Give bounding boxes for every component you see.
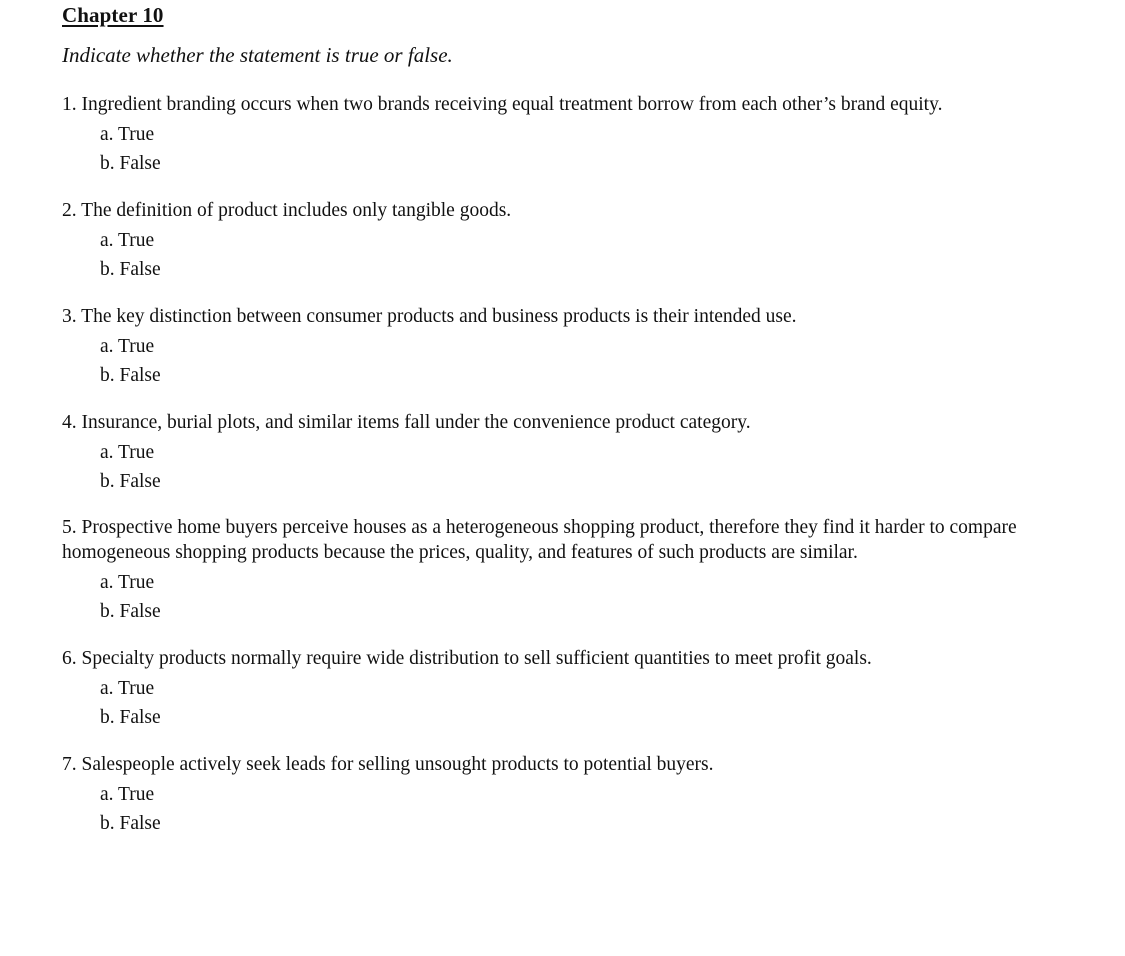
question-statement: Salespeople actively seek leads for selling unsought products to potential buyers. bbox=[81, 754, 714, 775]
question-number: 6. bbox=[62, 648, 77, 669]
question-7 bbox=[62, 752, 1092, 838]
option-true[interactable]: a. True bbox=[100, 336, 155, 357]
question-text bbox=[62, 410, 1092, 435]
question-statement: The key distinction between consumer products and business products is their intended use. bbox=[81, 306, 797, 327]
option-true[interactable]: a. True bbox=[100, 230, 155, 251]
answer-options bbox=[100, 332, 1092, 390]
question-6 bbox=[62, 646, 1092, 732]
option-false[interactable]: b. False bbox=[100, 601, 161, 622]
answer-options bbox=[100, 226, 1092, 284]
option-true[interactable]: a. True bbox=[100, 784, 155, 805]
instructions: Indicate whether the statement is true or false. bbox=[62, 43, 453, 67]
option-false[interactable]: b. False bbox=[100, 471, 161, 492]
question-statement: Ingredient branding occurs when two brands receiving equal treatment borrow from each other’s brand equity. bbox=[81, 94, 943, 115]
question-text bbox=[62, 752, 1092, 777]
question-statement: Specialty products normally require wide distribution to sell sufficient quantities to meet profit goals. bbox=[81, 648, 872, 669]
question-3 bbox=[62, 304, 1092, 390]
option-true[interactable]: a. True bbox=[100, 442, 155, 463]
option-false[interactable]: b. False bbox=[100, 365, 161, 386]
question-1 bbox=[62, 92, 1092, 178]
option-false[interactable]: b. False bbox=[100, 707, 161, 728]
question-text bbox=[62, 515, 1092, 565]
question-text bbox=[62, 198, 1092, 223]
question-text bbox=[62, 646, 1092, 671]
question-2 bbox=[62, 198, 1092, 284]
answer-options bbox=[100, 674, 1092, 732]
question-number: 3. bbox=[62, 306, 77, 327]
question-number: 2. bbox=[62, 200, 77, 221]
option-true[interactable]: a. True bbox=[100, 572, 155, 593]
option-true[interactable]: a. True bbox=[100, 124, 155, 145]
answer-options bbox=[100, 120, 1092, 178]
answer-options bbox=[100, 568, 1092, 626]
answer-options bbox=[100, 780, 1092, 838]
question-4 bbox=[62, 410, 1092, 496]
question-text bbox=[62, 304, 1092, 329]
option-false[interactable]: b. False bbox=[100, 813, 161, 834]
question-number: 7. bbox=[62, 754, 77, 775]
question-statement: Insurance, burial plots, and similar items fall under the convenience product category. bbox=[81, 412, 751, 433]
option-true[interactable]: a. True bbox=[100, 678, 155, 699]
question-text bbox=[62, 92, 1092, 117]
question-5 bbox=[62, 515, 1092, 626]
question-statement: The definition of product includes only tangible goods. bbox=[81, 200, 512, 221]
question-number: 1. bbox=[62, 94, 77, 115]
question-number: 4. bbox=[62, 412, 77, 433]
question-statement: Prospective home buyers perceive houses as a heterogeneous shopping product, therefore they find it harder to compare homogeneous shopping products because the prices, quality, and features of such products are similar. bbox=[62, 517, 1017, 563]
question-number: 5. bbox=[62, 517, 77, 538]
answer-options bbox=[100, 438, 1092, 496]
chapter-title: Chapter 10 bbox=[62, 3, 164, 27]
option-false[interactable]: b. False bbox=[100, 259, 161, 280]
option-false[interactable]: b. False bbox=[100, 153, 161, 174]
